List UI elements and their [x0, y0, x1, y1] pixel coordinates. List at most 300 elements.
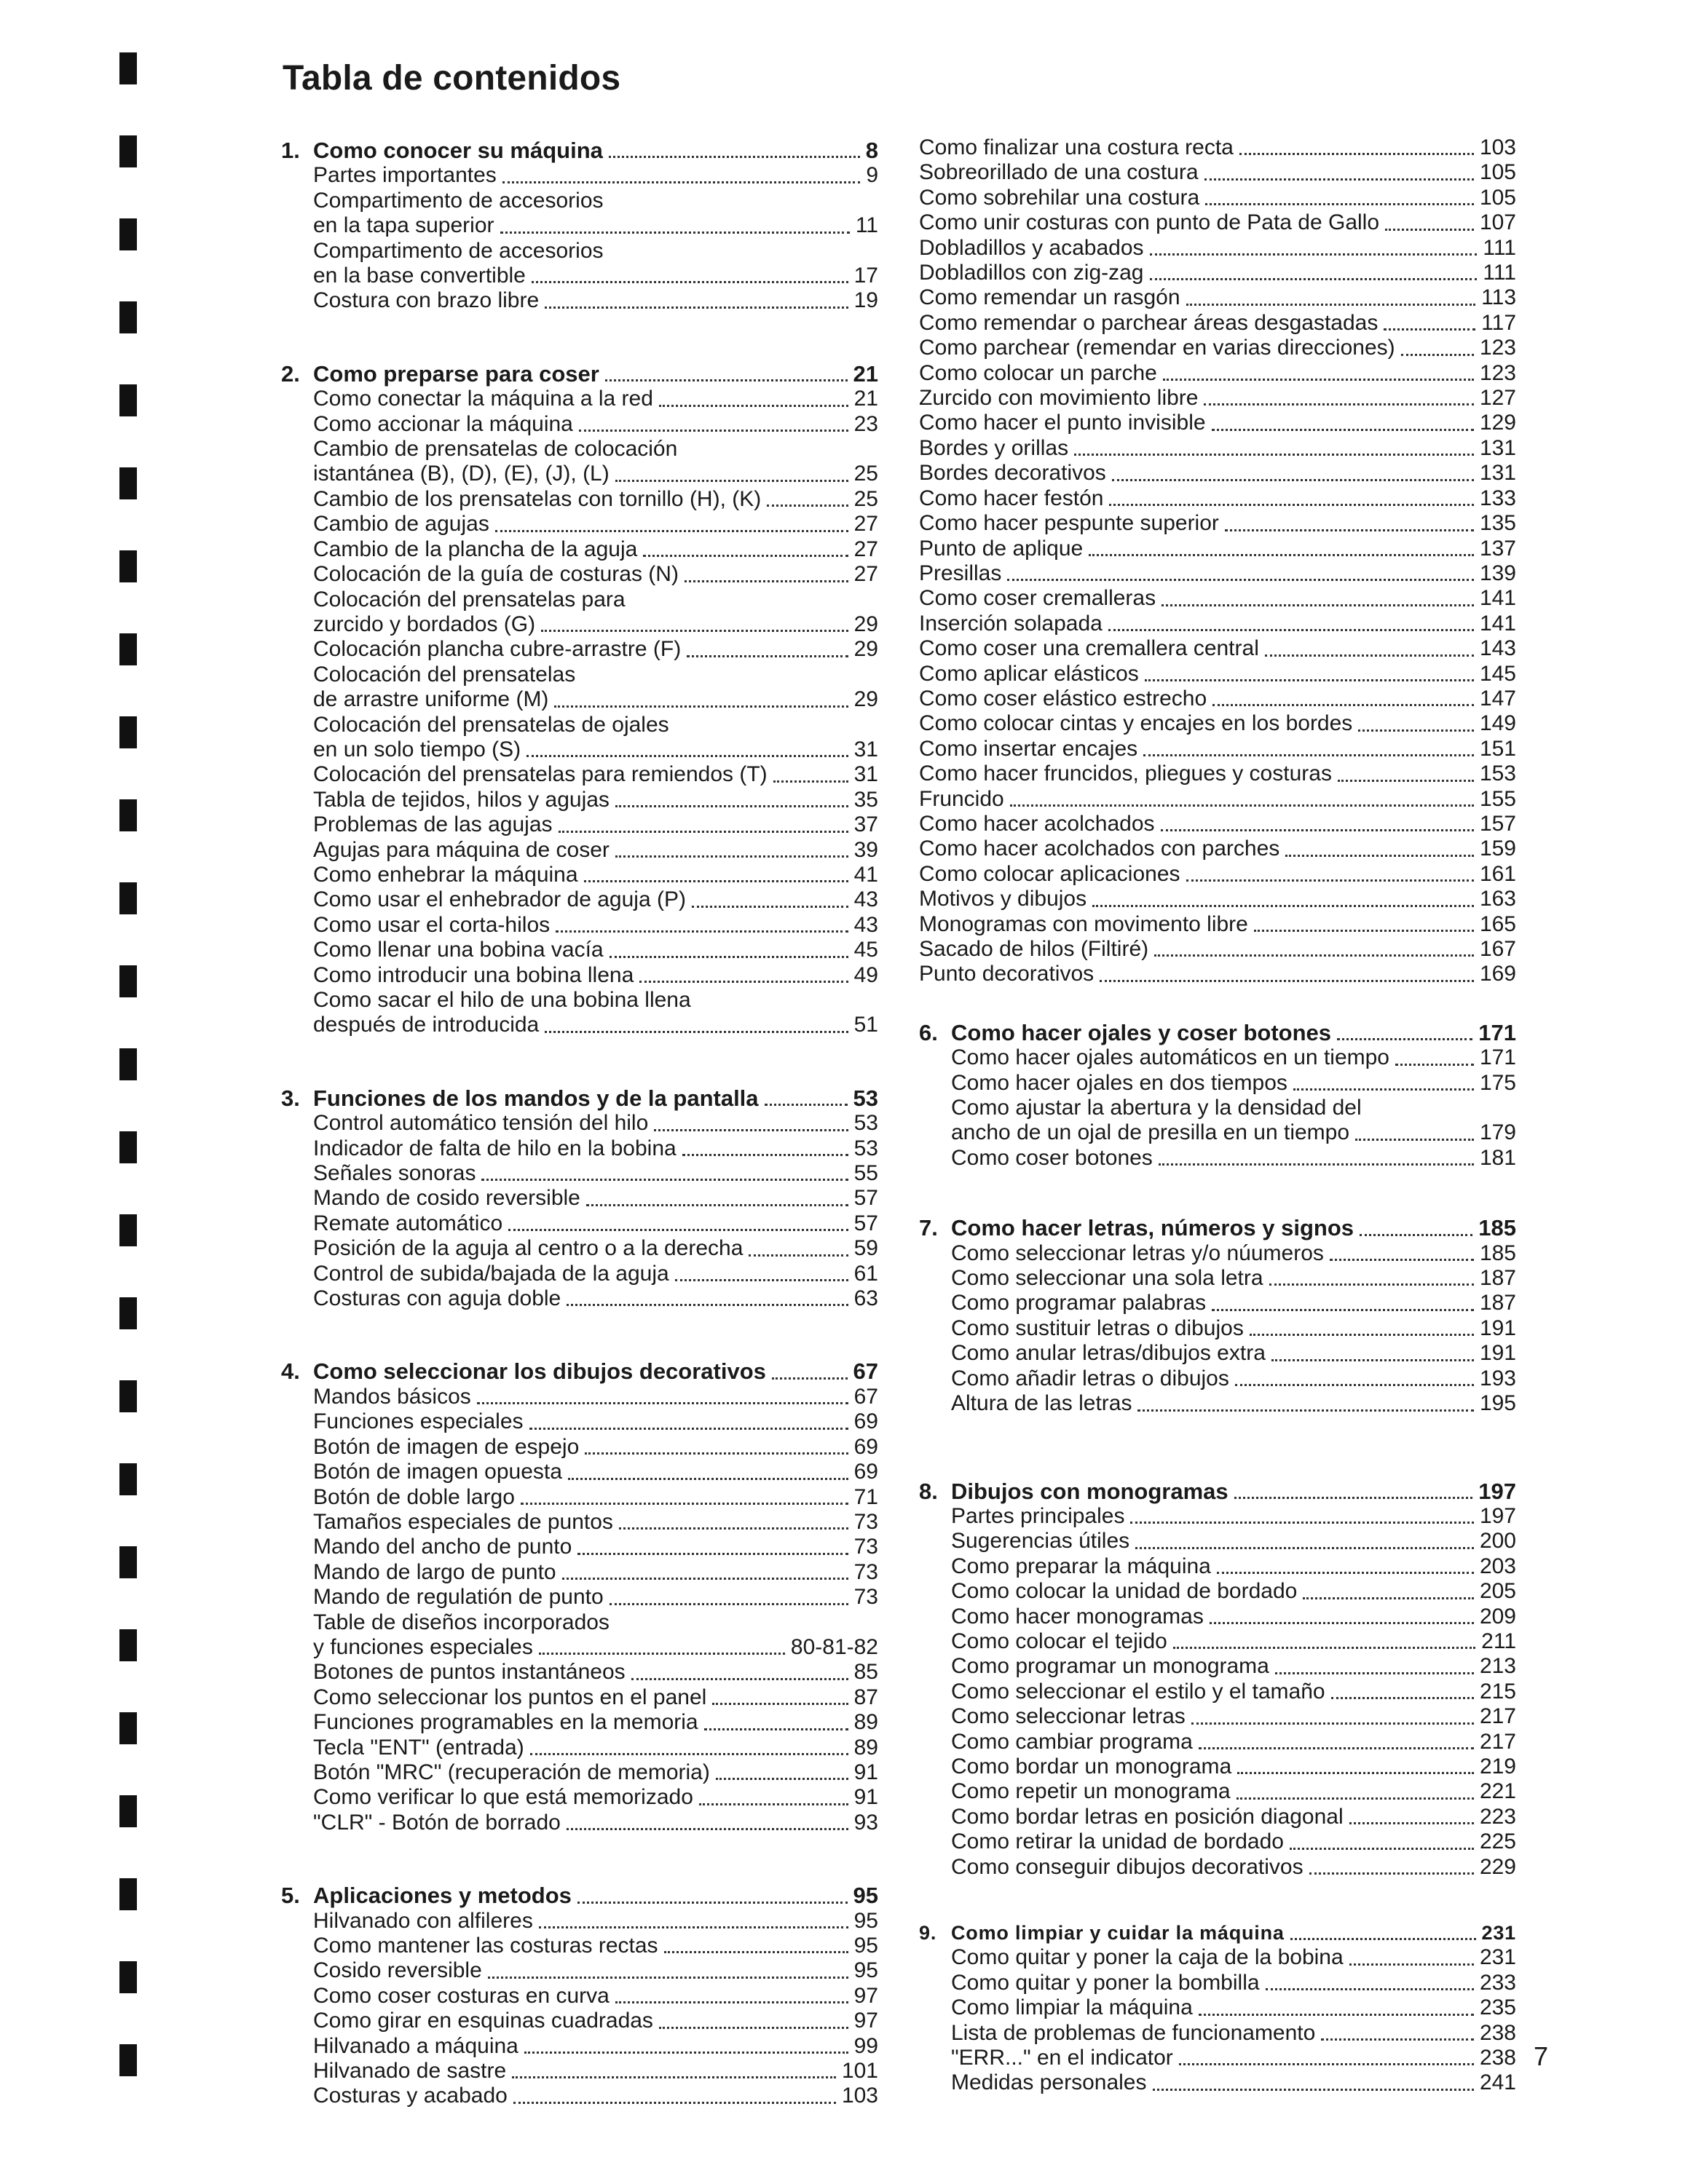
section-heading: [281, 362, 878, 387]
toc-entry: [281, 1013, 878, 1037]
toc-entry: [281, 1958, 878, 1983]
toc-entry: [281, 737, 878, 762]
entry-text: Sobreorillado de una costura: [919, 160, 1199, 185]
page-ref: 143: [1479, 636, 1516, 661]
page-ref: 73: [853, 1559, 878, 1584]
toc-entry: [281, 1510, 878, 1535]
page-ref: 57: [853, 1186, 878, 1211]
entry-text: Botón de doble largo: [313, 1484, 515, 1509]
page-ref: 59: [853, 1236, 878, 1261]
dot-leader: [1401, 354, 1474, 356]
dot-leader: [1321, 2038, 1474, 2041]
page-ref: 231: [1481, 1922, 1516, 1944]
toc-entry: [919, 1629, 1516, 1654]
entry-text: Mando de regulatión de punto: [313, 1585, 604, 1610]
page-ref: 137: [1479, 536, 1516, 561]
toc-entry: [281, 788, 878, 812]
entry-text: Colocación del prensatelas para remiendos (T): [313, 762, 768, 787]
toc-entry: [281, 1286, 878, 1311]
binder-mark: [119, 1214, 137, 1246]
dot-leader: [772, 1377, 848, 1380]
page-ref: 55: [853, 1161, 878, 1186]
entry-text: Indicador de falta de hilo en la bobina: [313, 1136, 677, 1160]
page-ref: 141: [1479, 611, 1516, 636]
page-ref: 169: [1479, 962, 1516, 986]
section-title: Dibujos con monogramas: [951, 1478, 1228, 1504]
dot-leader: [477, 1402, 848, 1404]
entry-text: Como introducir una bobina llena: [313, 962, 634, 987]
toc-entry: [281, 963, 878, 988]
section-heading: [281, 1359, 878, 1384]
dot-leader: [1173, 1647, 1475, 1649]
dot-leader: [1331, 1697, 1474, 1699]
dot-leader: [532, 281, 848, 283]
entry-text: Hilvanado a máquina: [313, 2033, 518, 2058]
page-ref: 23: [853, 411, 878, 436]
page-ref: 63: [853, 1286, 878, 1311]
toc-section-9: [919, 1920, 1516, 2096]
toc-entry: [919, 461, 1516, 486]
page-ref: 45: [853, 938, 878, 962]
dot-leader: [1145, 679, 1474, 681]
dot-leader: [1007, 579, 1474, 581]
page-ref: 8: [865, 138, 878, 163]
dot-leader: [488, 1977, 848, 1979]
dot-leader: [1108, 629, 1474, 631]
entry-text: en la tapa superior: [313, 213, 494, 238]
entry-text: Control automático tensión del hilo: [313, 1111, 649, 1136]
page-ref: 37: [853, 812, 878, 837]
dot-leader: [1100, 980, 1474, 982]
toc-entry: [281, 913, 878, 938]
toc-entry: [919, 711, 1516, 736]
page-ref: 93: [853, 1810, 878, 1835]
page-ref: 185: [1478, 1215, 1516, 1241]
dot-leader: [1089, 554, 1474, 556]
entry-text: Como bordar letras en posición diagonal: [951, 1804, 1344, 1829]
dot-leader: [682, 1154, 848, 1156]
page-ref: 117: [1481, 310, 1516, 335]
dot-leader: [1360, 1234, 1472, 1236]
dot-leader: [1212, 704, 1474, 706]
entry-text: Costura con brazo libre: [313, 288, 540, 313]
page-ref: 238: [1479, 2020, 1516, 2045]
toc-entry: [281, 239, 878, 264]
toc-entry: [281, 1186, 878, 1211]
toc-entry: [919, 1316, 1516, 1341]
page-ref: 29: [853, 637, 878, 662]
entry-text: "ERR..." en el indicator: [951, 2046, 1173, 2070]
toc-entry: [281, 887, 878, 912]
dot-leader: [639, 981, 848, 983]
page-ref: 141: [1479, 586, 1516, 611]
dot-leader: [1161, 829, 1474, 831]
binder-mark: [119, 1878, 137, 1910]
entry-text: Como usar el corta-hilos: [313, 912, 551, 937]
toc-entry: [919, 1120, 1516, 1145]
entry-text: y funciones especiales: [313, 1634, 533, 1659]
page-ref: 25: [853, 486, 878, 511]
dot-leader: [765, 1104, 848, 1106]
toc-entry: [281, 163, 878, 188]
page-ref: 80-81-82: [790, 1634, 878, 1659]
toc-entry: [919, 1241, 1516, 1266]
page-ref: 238: [1479, 2046, 1516, 2070]
toc-entry: [281, 487, 878, 512]
toc-entry: [919, 1945, 1516, 1970]
dot-leader: [513, 2102, 836, 2104]
toc-entry: [919, 1654, 1516, 1679]
dot-leader: [1135, 1547, 1474, 1549]
toc-entry: [281, 512, 878, 537]
page-ref: 29: [853, 687, 878, 712]
dot-leader: [1163, 379, 1474, 381]
dot-leader: [526, 755, 848, 757]
toc-entry: [281, 213, 878, 238]
entry-text: Como conectar la máquina a la red: [313, 387, 653, 411]
dot-leader: [1159, 1163, 1474, 1166]
toc-section-5-continued: [919, 135, 1516, 987]
entry-text: Como quitar y poner la bombilla: [951, 1970, 1260, 1995]
toc-entry: [281, 412, 878, 437]
dot-leader: [609, 156, 860, 158]
page-ref: 123: [1479, 336, 1516, 360]
entry-text: Punto decorativos: [919, 962, 1095, 986]
dot-leader: [585, 1452, 848, 1455]
page-ref: 131: [1479, 461, 1516, 486]
toc-entry: [919, 836, 1516, 861]
page-ref: 161: [1479, 861, 1516, 886]
entry-text: Como seleccionar una sola letra: [951, 1266, 1263, 1291]
toc-entry: [281, 1385, 878, 1409]
toc-entry: [919, 1754, 1516, 1779]
dot-leader: [615, 480, 848, 482]
page-ref: 67: [853, 1358, 878, 1385]
dot-leader: [685, 580, 848, 582]
dot-leader: [579, 430, 848, 432]
dot-leader: [610, 1603, 848, 1605]
page-ref: 147: [1479, 686, 1516, 711]
toc-entry: [281, 1909, 878, 1934]
entry-text: Cambio de prensatelas de colocación: [313, 437, 678, 462]
section-heading: [281, 1086, 878, 1111]
dot-leader: [1109, 504, 1473, 506]
binder-mark: [119, 52, 137, 84]
toc-entry: [919, 2046, 1516, 2070]
toc-entry: [919, 1730, 1516, 1754]
toc-entry: [919, 1704, 1516, 1729]
page-ref: 111: [1483, 235, 1516, 260]
entry-text: Altura de las letras: [951, 1391, 1132, 1416]
entry-text: Monogramas con movimento libre: [919, 911, 1248, 936]
entry-text: Botón de imagen opuesta: [313, 1460, 562, 1484]
toc-entry: [281, 1785, 878, 1810]
binder-mark: [119, 1131, 137, 1163]
toc-entry: [919, 236, 1516, 261]
toc-entry: [281, 1660, 878, 1685]
page-ref: 135: [1479, 511, 1516, 536]
dot-leader: [539, 1926, 848, 1928]
entry-text: Como hacer pespunte superior: [919, 511, 1219, 536]
dot-leader: [1266, 1988, 1474, 1990]
page-ref: 53: [853, 1111, 878, 1136]
entry-text: Como repetir un monograma: [951, 1779, 1231, 1804]
toc-entry: [281, 2059, 878, 2084]
dot-leader: [654, 1129, 848, 1131]
dot-leader: [481, 1179, 848, 1181]
dot-leader: [541, 630, 848, 632]
section-heading: [281, 138, 878, 163]
binder-mark: [119, 1463, 137, 1495]
entry-text: Como ajustar la abertura y la densidad del: [951, 1096, 1362, 1120]
toc-entry: [919, 636, 1516, 661]
dot-leader: [615, 2001, 848, 2003]
binder-mark: [119, 1629, 137, 1661]
entry-text: Mando de cosido reversible: [313, 1186, 580, 1211]
toc-entry: [281, 612, 878, 637]
toc-entry: [281, 1610, 878, 1635]
toc-entry: [919, 1045, 1516, 1070]
entry-text: Como hacer ojales en dos tiempos: [951, 1070, 1287, 1095]
toc-entry: [919, 1971, 1516, 1995]
page-ref: 133: [1479, 486, 1516, 510]
dot-leader: [1290, 1938, 1476, 1940]
toc-entry: [919, 662, 1516, 687]
toc-entry: [281, 537, 878, 562]
entry-text: Como remendar un rasgón: [919, 285, 1180, 310]
entry-text: istantánea (B), (D), (E), (J), (L): [313, 462, 610, 486]
dot-leader: [1212, 1309, 1474, 1311]
entry-text: Cosido reversible: [313, 1958, 482, 1983]
toc-entry: [281, 1560, 878, 1585]
page-ref: 229: [1479, 1854, 1516, 1879]
dot-leader: [704, 1728, 848, 1730]
entry-text: Presillas: [919, 561, 1002, 585]
binder-marks: [119, 0, 137, 2184]
entry-text: Dobladillos y acabados: [919, 235, 1144, 260]
toc-entry: [919, 1071, 1516, 1096]
section-title: Como hacer letras, números y signos: [951, 1215, 1354, 1241]
entry-text: Posición de la aguja al centro o a la derecha: [313, 1236, 744, 1261]
toc-entry: [281, 1934, 878, 1958]
section-heading: [919, 1021, 1516, 1045]
dot-leader: [567, 1828, 848, 1830]
toc-entry: [919, 687, 1516, 711]
entry-text: Cambio de los prensatelas con tornillo (H), (K): [313, 486, 762, 511]
section-title: Como seleccionar los dibujos decorativos: [313, 1358, 766, 1385]
page-ref: 223: [1479, 1804, 1516, 1829]
toc-section-5: [281, 1883, 878, 2109]
page-ref: 87: [853, 1685, 878, 1709]
entry-text: Como usar el enhebrador de aguja (P): [313, 887, 686, 912]
dot-leader: [559, 831, 848, 833]
section-heading: [919, 1920, 1516, 1945]
entry-text: Como seleccionar letras y/o núumeros: [951, 1241, 1324, 1265]
page-ref: 53: [853, 1085, 878, 1111]
page-ref: 163: [1479, 887, 1516, 911]
page-ref: 69: [853, 1409, 878, 1434]
dot-leader: [521, 1503, 848, 1505]
dot-leader: [1154, 954, 1474, 957]
page-ref: 69: [853, 1460, 878, 1484]
toc-entry: [919, 285, 1516, 310]
entry-text: Como girar en esquinas cuadradas: [313, 2009, 653, 2033]
toc-entry: [919, 486, 1516, 511]
entry-text: Como coser elástico estrecho: [919, 686, 1207, 711]
page-ref: 61: [853, 1261, 878, 1286]
page-ref: 157: [1479, 811, 1516, 836]
toc-entry: [919, 186, 1516, 210]
toc-entry: [281, 387, 878, 411]
entry-text: Dobladillos con zig-zag: [919, 261, 1144, 285]
section-number: 9.: [919, 1922, 937, 1944]
toc-entry: [919, 561, 1516, 586]
toc-entry: [919, 1805, 1516, 1829]
page-ref: 191: [1479, 1315, 1516, 1340]
entry-text: Como aplicar elásticos: [919, 661, 1139, 686]
dot-leader: [1237, 1772, 1474, 1774]
toc-entry: [281, 562, 878, 587]
entry-text: Colocación plancha cubre-arrastre (F): [313, 637, 682, 662]
toc-entry: [919, 1855, 1516, 1880]
dot-leader: [495, 530, 848, 532]
entry-text: Tamaños especiales de puntos: [313, 1509, 613, 1534]
toc-entry: [281, 2034, 878, 2059]
toc-entry: [919, 812, 1516, 836]
entry-text: Motivos y dibujos: [919, 887, 1087, 911]
entry-text: Punto de aplique: [919, 536, 1084, 561]
entry-text: Como preparar la máquina: [951, 1554, 1211, 1578]
dot-leader: [584, 880, 848, 882]
entry-text: Como hacer fruncidos, pliegues y costuras: [919, 761, 1332, 786]
dot-leader: [1210, 1622, 1474, 1624]
entry-text: Tecla "ENT" (entrada): [313, 1735, 524, 1760]
page-ref: 97: [853, 1983, 878, 2008]
entry-text: Funciones programables en la memoria: [313, 1710, 698, 1735]
entry-text: Colocación del prensatelas de ojales: [313, 712, 669, 737]
toc-entry: [281, 288, 878, 313]
page-ref: 73: [853, 1585, 878, 1610]
toc-section-7: [919, 1216, 1516, 1416]
entry-text: después de introducida: [313, 1013, 540, 1037]
toc-entry: [281, 1811, 878, 1835]
dot-leader: [1074, 454, 1474, 456]
dot-leader: [773, 780, 848, 783]
toc-entry: [281, 863, 878, 887]
page-ref: 167: [1479, 937, 1516, 961]
binder-mark: [119, 799, 137, 831]
page-ref: 205: [1479, 1579, 1516, 1604]
dot-leader: [577, 1553, 848, 1555]
page-ref: 99: [853, 2033, 878, 2058]
page-ref: 149: [1479, 711, 1516, 736]
dot-leader: [631, 1678, 848, 1680]
toc-column-left: [281, 138, 878, 2157]
entry-text: Como colocar la unidad de bordado: [951, 1579, 1298, 1604]
entry-text: Inserción solapada: [919, 611, 1103, 636]
entry-text: Funciones especiales: [313, 1409, 524, 1434]
page-ref: 25: [853, 462, 878, 486]
toc-entry: [919, 1679, 1516, 1704]
page-ref: 145: [1479, 661, 1516, 686]
binder-mark: [119, 2044, 137, 2076]
page-ref: 97: [853, 2009, 878, 2033]
dot-leader: [659, 2027, 848, 2029]
page-ref: 89: [853, 1710, 878, 1735]
page-ref: 165: [1479, 911, 1516, 936]
entry-text: Como verificar lo que está memorizado: [313, 1785, 693, 1810]
page-ref: 225: [1479, 1829, 1516, 1854]
dot-leader: [1349, 1963, 1474, 1966]
page-ref: 105: [1479, 160, 1516, 185]
toc-entry: [281, 1262, 878, 1286]
toc-entry: [919, 737, 1516, 761]
dot-leader: [1137, 1409, 1473, 1412]
dot-leader: [1143, 754, 1474, 756]
toc-entry: [281, 1685, 878, 1710]
entry-text: en un solo tiempo (S): [313, 737, 521, 761]
entry-text: Medidas personales: [951, 2070, 1147, 2095]
dot-leader: [610, 956, 848, 958]
toc-entry: [919, 135, 1516, 160]
dot-leader: [1092, 905, 1474, 907]
entry-text: Colocación de la guía de costuras (N): [313, 562, 679, 587]
entry-text: Mandos básicos: [313, 1384, 471, 1409]
toc-entry: [281, 1136, 878, 1161]
toc-entry: [281, 437, 878, 462]
page-ref: 215: [1479, 1679, 1516, 1704]
section-title: Funciones de los mandos y de la pantalla: [313, 1085, 759, 1111]
toc-entry: [281, 988, 878, 1013]
entry-text: Compartimento de accesorios: [313, 238, 604, 263]
binder-mark: [119, 218, 137, 250]
dot-leader: [1355, 1139, 1474, 1141]
binder-mark: [119, 1712, 137, 1744]
section-title: Como hacer ojales y coser botones: [951, 1019, 1332, 1045]
page-ref: 91: [853, 1760, 878, 1784]
entry-text: Tabla de tejidos, hilos y agujas: [313, 787, 610, 812]
toc-entry: [281, 838, 878, 863]
toc-entry: [919, 210, 1516, 235]
dot-leader: [1191, 1722, 1474, 1725]
entry-text: Mando de largo de punto: [313, 1559, 556, 1584]
page-ref: 131: [1479, 435, 1516, 460]
entry-text: Botones de puntos instantáneos: [313, 1660, 626, 1685]
page-ref: 17: [853, 264, 878, 288]
toc-entry: [919, 361, 1516, 386]
entry-text: Como coser costuras en curva: [313, 1983, 610, 2008]
page-ref: 219: [1479, 1754, 1516, 1779]
section-title: Como conocer su máquina: [313, 138, 603, 163]
section-number: 5.: [281, 1883, 300, 1909]
toc-entry: [281, 1535, 878, 1559]
entry-text: Como programar palabras: [951, 1291, 1207, 1315]
entry-text: Como sustituir letras o dibujos: [951, 1315, 1244, 1340]
entry-text: Como coser cremalleras: [919, 586, 1156, 611]
dot-leader: [568, 1478, 848, 1480]
toc-entry: [919, 1146, 1516, 1171]
toc-entry: [919, 511, 1516, 536]
page-ref: 27: [853, 562, 878, 587]
dot-leader: [1010, 804, 1474, 807]
entry-text: Hilvanado con alfileres: [313, 1908, 533, 1933]
section-title: Como preparse para coser: [313, 360, 599, 387]
dot-leader: [1275, 1672, 1474, 1674]
entry-text: Como sobrehilar una costura: [919, 185, 1200, 210]
entry-text: Costuras con aguja doble: [313, 1286, 561, 1311]
page-ref: 67: [853, 1384, 878, 1409]
dot-leader: [508, 1229, 848, 1231]
